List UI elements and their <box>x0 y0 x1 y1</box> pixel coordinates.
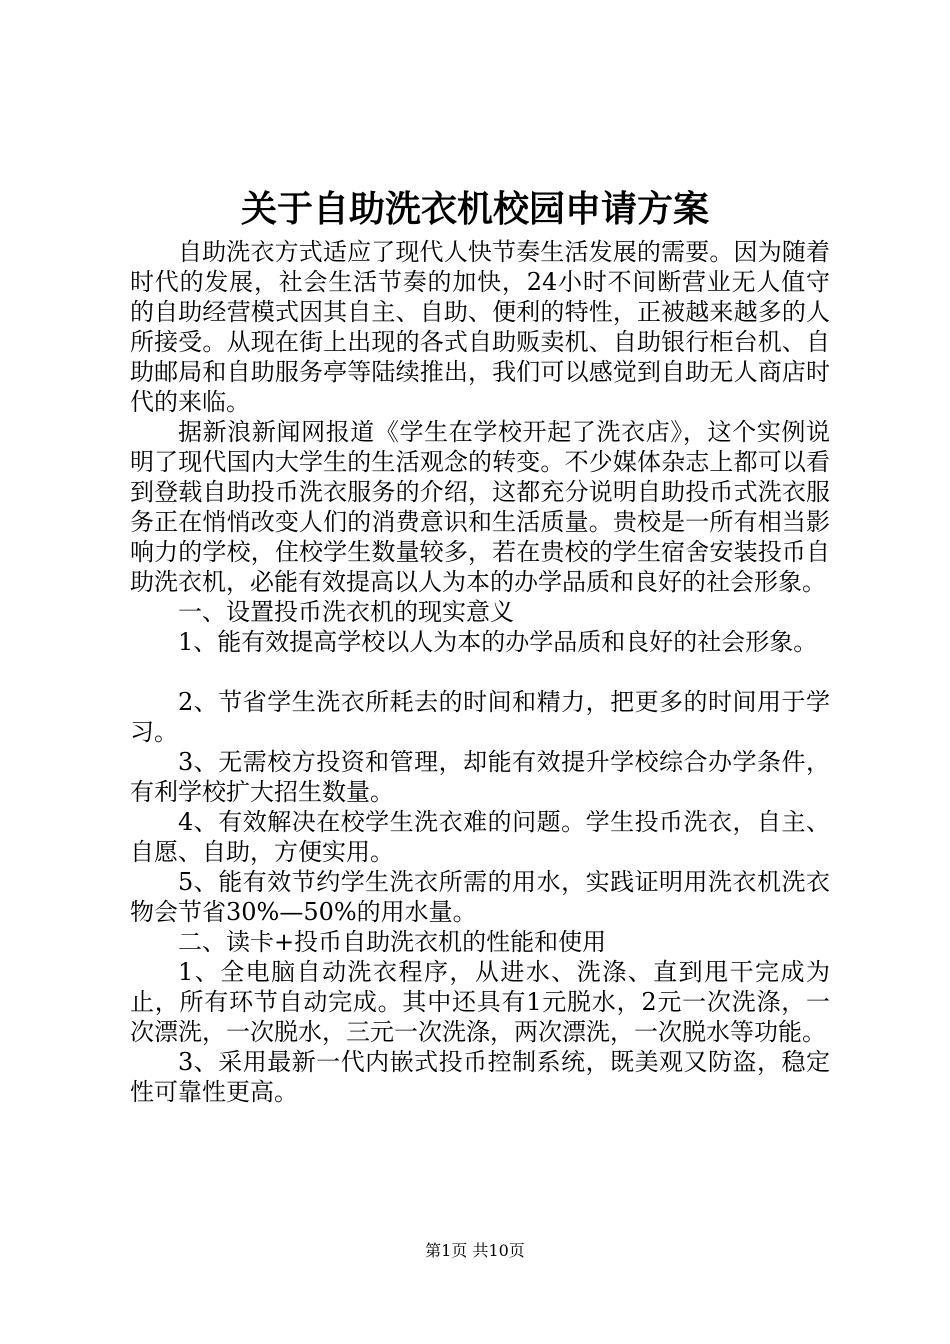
blank-line <box>130 657 830 687</box>
list-item-significance-4: 4、有效解决在校学生洗衣难的问题。学生投币洗衣，自主、自愿、自助，方便实用。 <box>130 808 830 866</box>
paragraph-intro: 自助洗衣方式适应了现代人快节奏生活发展的需要。因为随着时代的发展，社会生活节奏的加快，24小时不间断营业无人值守的自助经营模式因其自主、自助、便利的特性，正被越来越多的人所接受。从现在街上出现的各式自助贩卖机、自助银行柜台机、自助邮局和自助服务亭等陆续推出，我们可以感觉到自助无人商店时代的来临。 <box>130 238 830 416</box>
list-item-significance-5: 5、能有效节约学生洗衣所需的用水，实践证明用洗衣机洗衣物会节省30%—50%的用水量。 <box>130 868 830 926</box>
document-title: 关于自助洗衣机校园申请方案 <box>240 188 709 230</box>
list-item-significance-3: 3、无需校方投资和管理，却能有效提升学校综合办学条件，有利学校扩大招生数量。 <box>130 748 830 806</box>
list-item-performance-1: 1、全电脑自动洗衣程序，从进水、洗涤、直到甩干完成为止，所有环节自动完成。其中还具有1元脱水，2元一次洗涤，一次漂洗，一次脱水，三元一次洗涤，两次漂洗，一次脱水等功能。 <box>130 958 830 1046</box>
section-heading-performance: 二、读卡+投币自助洗衣机的性能和使用 <box>178 928 607 956</box>
list-item-significance-1: 1、能有效提高学校以人为本的办学品质和良好的社会形象。 <box>178 628 818 656</box>
paragraph-news-report: 据新浪新闻网报道《学生在学校开起了洗衣店》，这个实例说明了现代国内大学生的生活观念的转变。不少媒体杂志上都可以看到登载自助投币洗衣服务的介绍，这都充分说明自助投币式洗衣服务正在悄悄改变人们的消费意识和生活质量。贵校是一所有相当影响力的学校，住校学生数量较多，若在贵校的学生宿舍安装投币自助洗衣机，必能有效提高以人为本的办学品质和良好的社会形象。 <box>130 418 830 596</box>
document-body <box>130 237 830 1107</box>
list-item-performance-3: 3、采用最新一代内嵌式投币控制系统，既美观又防盗，稳定性可靠性更高。 <box>130 1048 830 1106</box>
list-item-significance-2: 2、节省学生洗衣所耗去的时间和精力，把更多的时间用于学习。 <box>130 688 830 746</box>
page-number: 第1页 共10页 <box>425 1241 525 1260</box>
section-heading-significance: 一、设置投币洗衣机的现实意义 <box>178 598 514 626</box>
